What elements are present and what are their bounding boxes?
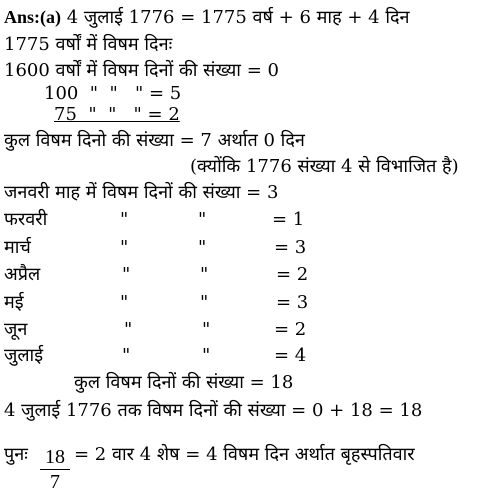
ditto-mark: " xyxy=(120,237,129,258)
fraction-bar xyxy=(40,469,70,470)
month-value: = 3 xyxy=(274,237,307,258)
month-name: मार्च xyxy=(4,237,31,258)
ditto-mark: " xyxy=(198,209,207,230)
ditto-mark: " xyxy=(202,319,211,340)
ditto-mark: " xyxy=(124,319,133,340)
ditto-mark: " xyxy=(120,209,129,230)
date-breakdown: 4 जुलाई 1776 = 1775 वर्ष + 6 माह + 4 दिन xyxy=(61,7,410,28)
answer-label: Ans:(a) xyxy=(4,7,61,27)
final-result: = 2 वार 4 शेष = 4 विषम दिन अर्थात बृहस्पतिवार xyxy=(74,444,415,465)
month-row-january: जनवरी माह में विषम दिनों की संख्या = 3 xyxy=(4,182,279,203)
month-value: = 4 xyxy=(274,345,307,366)
month-name: फरवरी xyxy=(4,209,48,230)
month-name: अप्रैल xyxy=(4,264,41,285)
ditto-mark: " xyxy=(122,264,131,285)
odd-days-1600: 1600 वर्षों में विषम दिनों की संख्या = 0 xyxy=(4,60,279,81)
ditto-mark: " xyxy=(120,292,129,313)
fraction-numerator: 18 xyxy=(45,446,65,468)
month-value: = 2 xyxy=(276,264,309,285)
final-prefix: पुनः xyxy=(4,444,28,465)
ditto-mark: " xyxy=(202,345,211,366)
month-value: = 2 xyxy=(274,319,307,340)
total-odd-days-years: कुल विषम दिनो की संख्या = 7 अर्थात 0 दिन xyxy=(4,130,305,151)
fraction-denominator: 7 xyxy=(50,471,60,493)
month-name: जुलाई xyxy=(4,345,44,366)
odd-days-75: 75 " " " = 2 xyxy=(54,104,180,125)
odd-days-till-july: 4 जुलाई 1776 तक विषम दिनों की संख्या = 0 + 18 = 18 xyxy=(4,400,423,421)
fraction-18-over-7 xyxy=(40,446,70,493)
ditto-mark: " xyxy=(198,237,207,258)
month-name: जून xyxy=(4,319,28,340)
odd-days-100: 100 " " " = 5 xyxy=(44,83,182,104)
month-value: = 1 xyxy=(272,209,305,230)
month-value: = 3 xyxy=(276,292,309,313)
answer-line-1 xyxy=(4,6,410,29)
ditto-mark: " xyxy=(200,264,209,285)
ditto-mark: " xyxy=(122,345,131,366)
ditto-mark: " xyxy=(200,292,209,313)
leap-year-note: (क्योंकि 1776 संख्या 4 से विभाजित है) xyxy=(190,156,459,177)
odd-days-heading: 1775 वर्षों में विषम दिनः xyxy=(4,34,173,55)
total-odd-days-months: कुल विषम दिनों की संख्या = 18 xyxy=(74,372,294,393)
month-name: मई xyxy=(4,292,24,313)
